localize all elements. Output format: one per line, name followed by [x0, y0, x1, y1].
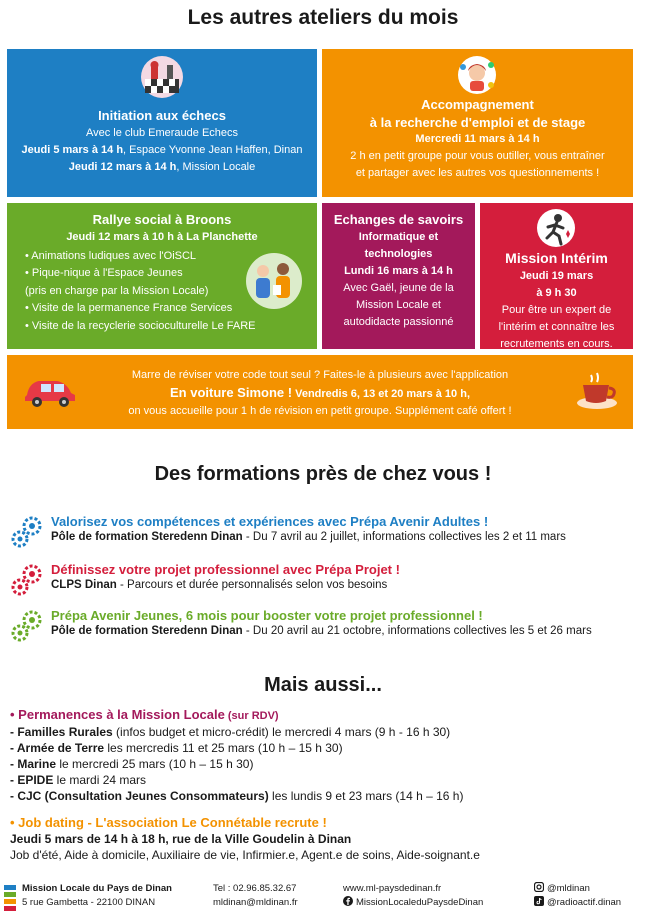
facebook-icon — [343, 896, 353, 906]
instagram-icon — [534, 882, 544, 892]
coffee-cup-icon — [573, 369, 621, 411]
interim-date-2: à 9 h 30 — [536, 286, 577, 299]
footer-tiktok[interactable]: @radioactif.dinan — [534, 896, 621, 910]
echecs-line-2: Jeudi 12 mars à 14 h, Mission Locale — [68, 160, 256, 173]
permanences-title: • Permanences à la Mission Locale (sur RDV) — [10, 707, 279, 722]
job-dating-jobs: Job d'été, Aide à domicile, Auxiliaire de vie, Infirmier.e, Agent.e de soins, Aide-soignant.e — [10, 848, 480, 862]
gears-icon — [10, 608, 46, 644]
permanence-item: - EPIDE le mardi 24 mars — [10, 773, 147, 787]
permanence-item: - CJC (Consultation Jeunes Consommateurs) les lundis 9 et 23 mars (14 h – 16 h) — [10, 789, 464, 803]
footer-instagram[interactable]: @mldinan — [534, 882, 621, 896]
emploi-title-1: Accompagnement — [421, 97, 534, 112]
emploi-date: Mercredi 11 mars à 14 h — [415, 133, 540, 146]
tile-echanges — [322, 203, 475, 349]
rallye-item: (pris en charge par la Mission Locale) — [25, 284, 209, 297]
interim-desc-2: l'intérim et connaître les — [498, 321, 615, 334]
permanence-item: - Armée de Terre les mercredis 11 et 25 mars (10 h – 15 h 30) — [10, 741, 343, 755]
echanges-title: Echanges de savoirs — [333, 212, 464, 227]
interim-desc-1: Pour être un expert de — [501, 303, 612, 316]
tile-emploi — [322, 49, 633, 197]
gears-icon — [10, 514, 46, 550]
page-title-ateliers: Les autres ateliers du mois — [187, 6, 459, 29]
formation-desc: CLPS Dinan - Parcours et durée personnalisés selon vos besoins — [51, 579, 388, 591]
echanges-desc-3: autodidacte passionné — [343, 315, 454, 328]
echanges-desc-1: Avec Gaël, jeune de la — [343, 281, 454, 294]
footer-email[interactable]: mldinan@mldinan.fr — [213, 897, 298, 908]
echanges-date: Lundi 16 mars à 14 h — [344, 264, 453, 277]
rallye-item: • Animations ludiques avec l'OiSCL — [25, 249, 197, 262]
interim-title: Mission Intérim — [505, 250, 608, 266]
formation-title: Prépa Avenir Jeunes, 6 mois pour booster votre projet professionnel ! — [51, 608, 483, 623]
echecs-line-1: Jeudi 5 mars à 14 h, Espace Yvonne Jean Haffen, Dinan — [21, 143, 303, 156]
code-line-2: En voiture Simone ! Vendredis 6, 13 et 20 mars à 10 h, — [169, 385, 470, 401]
permanences-section — [10, 707, 636, 804]
footer-org: Mission Locale du Pays de Dinan — [22, 883, 172, 894]
chess-illustration-icon — [137, 55, 187, 99]
permanence-item: - Familles Rurales (infos budget et micro-crédit) le mercredi 4 mars (9 h - 16 h 30) — [10, 725, 451, 739]
rallye-item: • Visite de la permanence France Services — [25, 302, 233, 315]
emploi-desc-1: 2 h en petit groupe pour vous outiller, vous entraîner — [350, 150, 605, 163]
rallye-title: Rallye social à Broons — [92, 212, 232, 227]
runner-illustration-icon — [535, 208, 577, 248]
echanges-desc-2: Mission Locale et — [356, 298, 441, 311]
job-dating-title: • Job dating - L'association Le Connétable recrute ! — [10, 815, 327, 830]
footer-address: 5 rue Gambetta - 22100 DINAN — [22, 897, 156, 908]
formation-title: Valorisez vos compétences et expériences avec Prépa Avenir Adultes ! — [51, 514, 489, 529]
permanence-item: - Marine le mercredi 25 mars (10 h – 15 h 30) — [10, 757, 254, 771]
tiktok-icon — [534, 896, 544, 906]
footer-tel[interactable]: Tel : 02.96.85.32.67 — [213, 883, 297, 894]
job-dating-section — [10, 815, 636, 863]
echanges-sub-2: technologies — [364, 247, 433, 260]
footer — [0, 879, 646, 918]
tile-interim — [480, 203, 633, 349]
car-illustration-icon — [21, 371, 79, 409]
code-line-3: on vous accueille pour 1 h de révision en petit groupe. Supplément café offert ! — [128, 405, 512, 418]
job-search-illustration-icon — [455, 55, 499, 95]
tile-echecs — [7, 49, 317, 197]
page-title-formations: Des formations près de chez vous ! — [154, 463, 492, 485]
emploi-title-2: à la recherche d'emploi et de stage — [369, 114, 586, 130]
job-dating-when: Jeudi 5 mars de 14 h à 18 h, rue de la Ville Goudelin à Dinan — [10, 832, 352, 846]
interim-desc-3: recrutements en cours. — [500, 338, 613, 351]
rallye-item: • Pique-nique à l'Espace Jeunes — [25, 267, 183, 280]
rallye-date: Jeudi 12 mars à 10 h à La Planchette — [66, 230, 258, 243]
echanges-sub-1: Informatique et — [358, 230, 439, 243]
tile-code-route — [7, 355, 633, 429]
interim-date-1: Jeudi 19 mars — [519, 269, 594, 282]
formation-title: Définissez votre projet professionnel avec Prépa Projet ! — [51, 562, 400, 577]
mission-locale-logo — [4, 885, 16, 911]
echecs-title: Initiation aux échecs — [98, 108, 226, 123]
echecs-subtitle: Avec le club Emeraude Echecs — [85, 126, 239, 139]
gears-icon — [10, 562, 46, 598]
rallye-item: • Visite de la recyclerie socioculturelle Le FARE — [25, 319, 256, 332]
code-line-1: Marre de réviser votre code tout seul ? Faites-le à plusieurs avec l'application — [131, 369, 509, 381]
formation-desc: Pôle de formation Steredenn Dinan - Du 7 avril au 2 juillet, informations collectives les 2 et 11 mars — [51, 531, 566, 543]
formation-desc: Pôle de formation Steredenn Dinan - Du 20 avril au 21 octobre, informations collectives les 5 et 26 mars — [51, 625, 592, 637]
footer-web[interactable]: www.ml-paysdedinan.fr — [343, 883, 442, 894]
emploi-desc-2: et partager avec les autres vos questionnements ! — [355, 167, 600, 180]
tile-rallye — [7, 203, 317, 349]
footer-facebook[interactable]: MissionLocaleduPaysdeDinan — [343, 896, 483, 910]
group-people-illustration-icon — [243, 251, 305, 311]
page-title-aussi: Mais aussi... — [264, 674, 382, 696]
